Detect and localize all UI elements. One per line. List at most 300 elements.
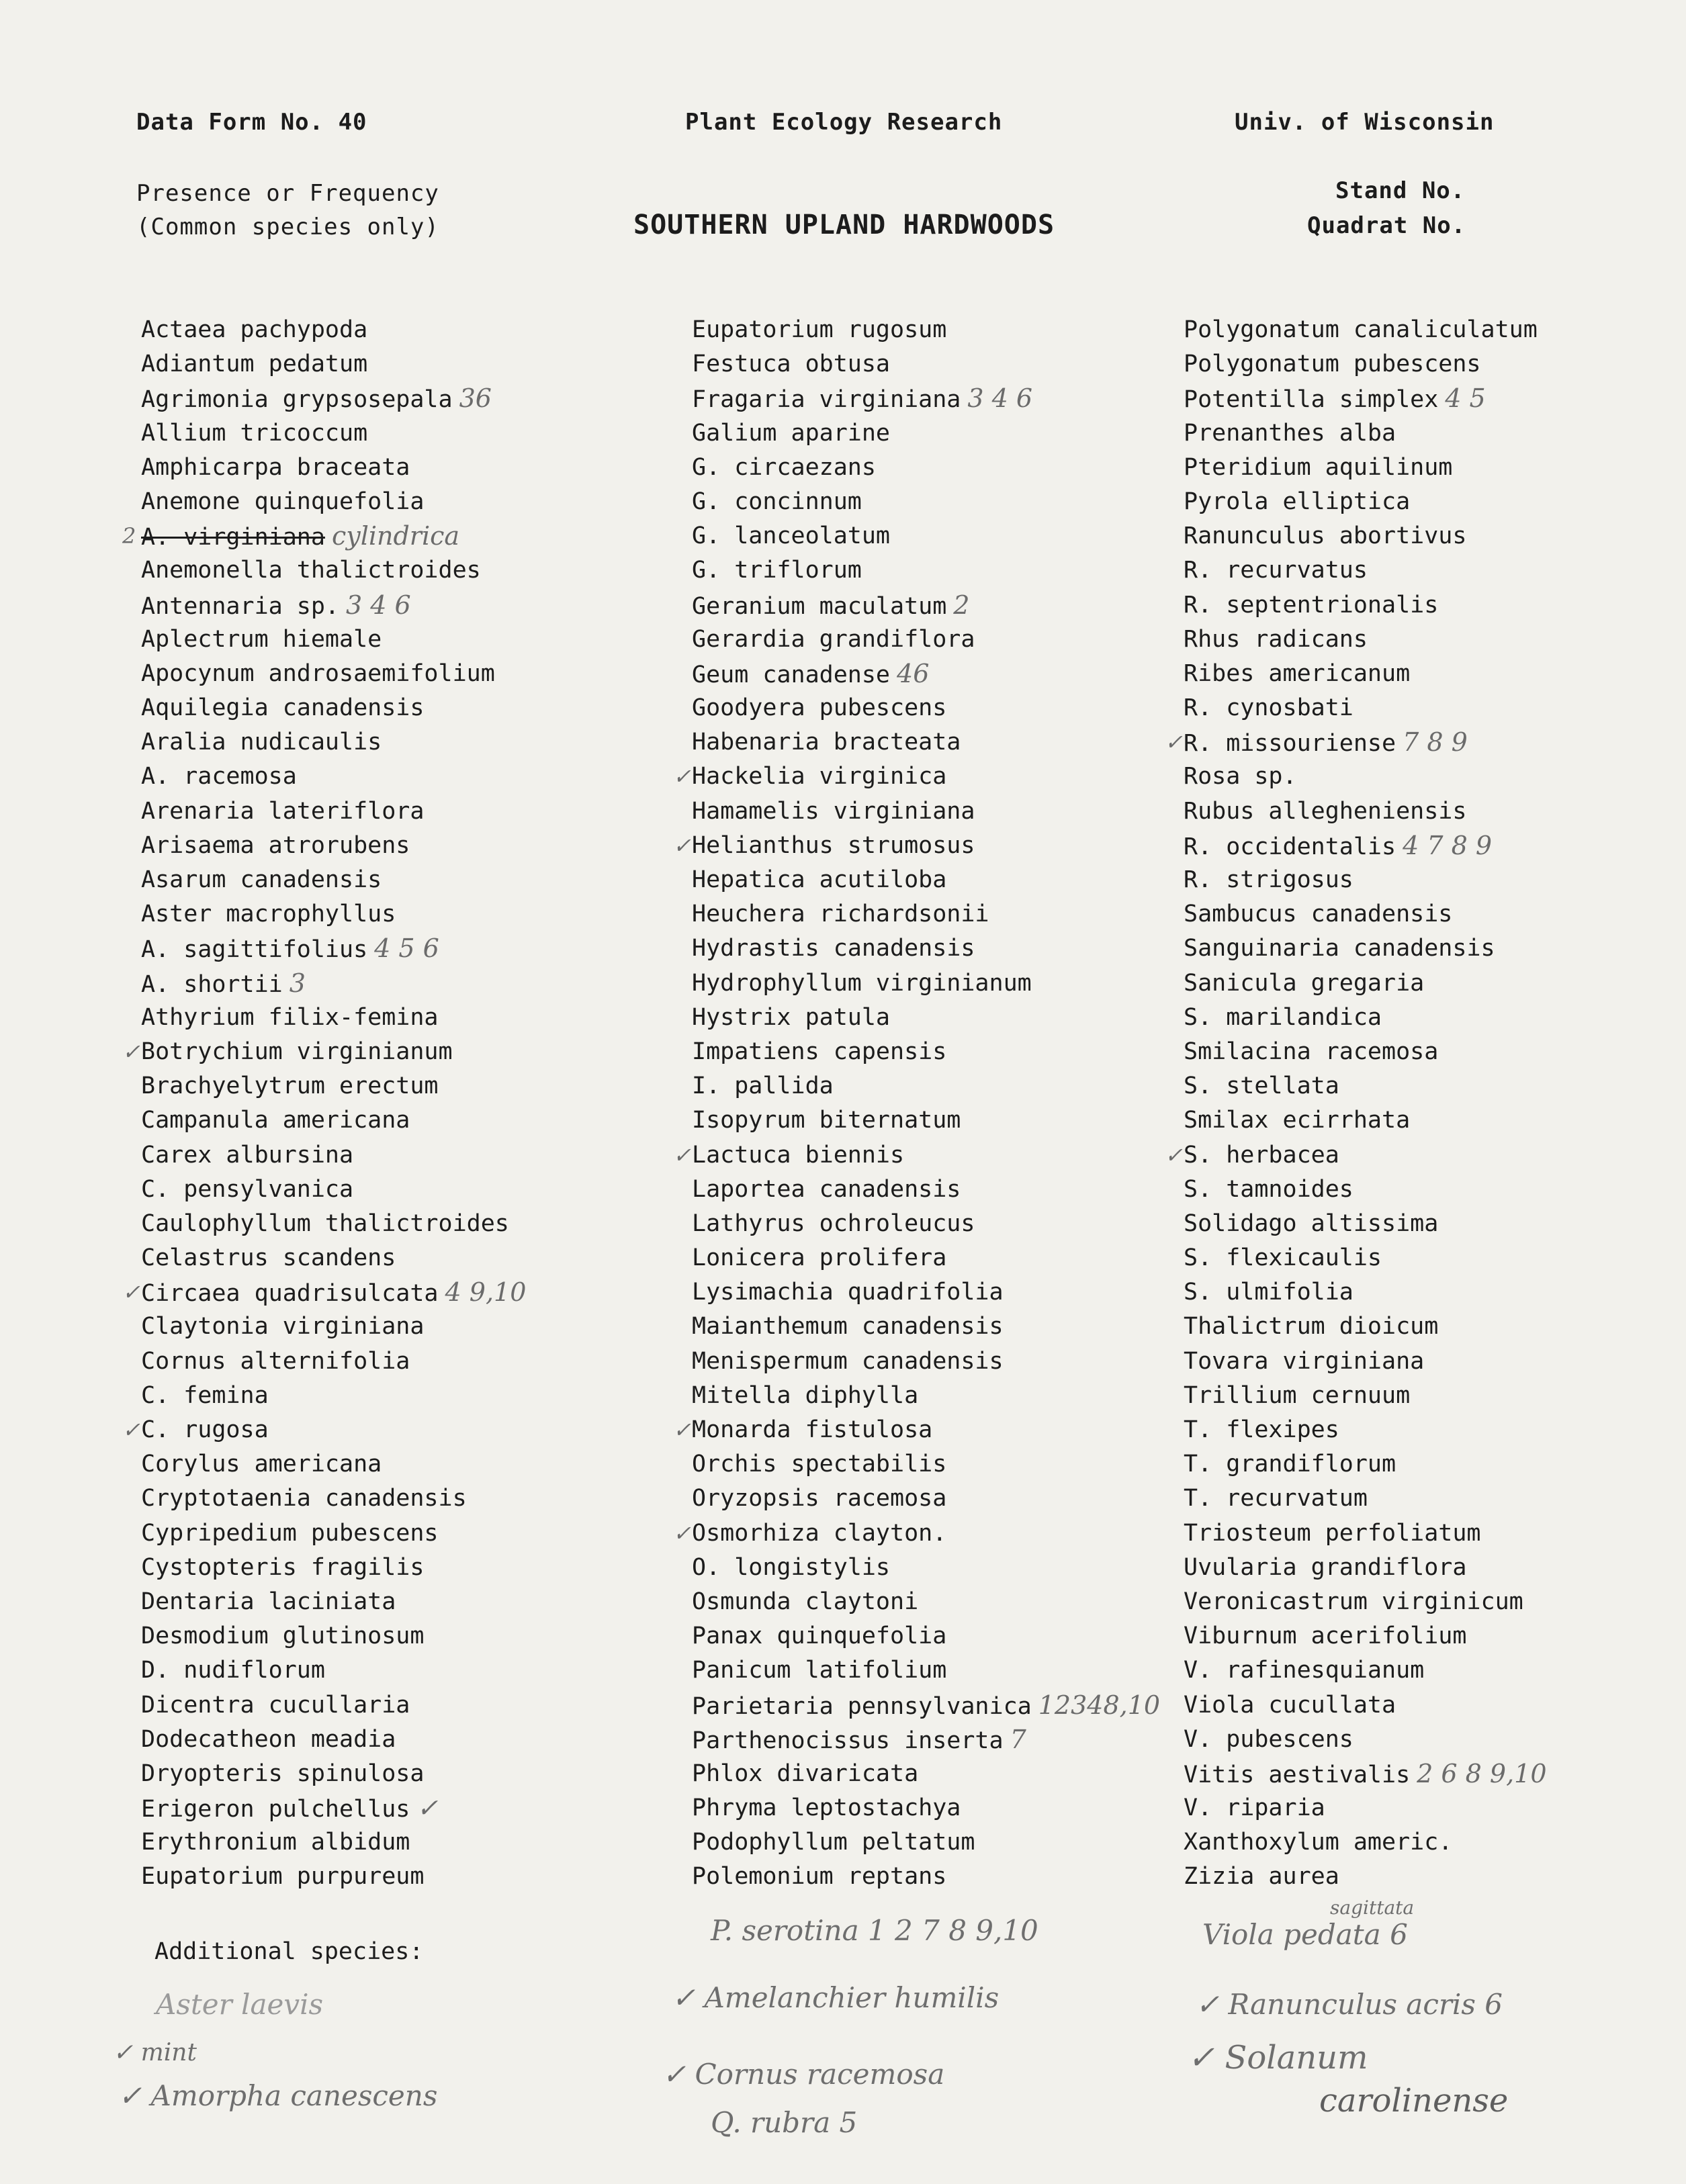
species-name: Dodecatheon meadia (141, 1725, 396, 1753)
species-name: Habenaria bracteata (692, 729, 961, 756)
species-entry (141, 1138, 652, 1173)
species-name: Smilacina racemosa (1184, 1038, 1439, 1065)
species-entry (1184, 1551, 1686, 1585)
species-name: Panicum latifolium (692, 1657, 947, 1684)
check-mark: ✓ (673, 1417, 691, 1443)
species-name: T. recurvatum (1184, 1485, 1368, 1512)
species-entry (692, 313, 1202, 347)
handwritten-sagittata: sagittata (1330, 1897, 1415, 1919)
species-entry (141, 1001, 652, 1035)
species-name: Erigeron pulchellus (141, 1796, 410, 1823)
species-entry (141, 416, 652, 451)
species-name: Lactuca biennis (692, 1141, 905, 1169)
species-entry (1184, 1173, 1686, 1207)
species-name: Veronicastrum virginicum (1184, 1588, 1523, 1615)
handwritten-solanum: ✓ Solanum (1188, 2039, 1368, 2077)
species-name: G. lanceolatum (692, 522, 891, 550)
species-name: Ribes americanum (1184, 659, 1411, 687)
species-entry (141, 485, 652, 519)
handwritten-ranunculus-acris: ✓ Ranunculus acris 6 (1196, 1988, 1503, 2021)
species-entry (692, 966, 1202, 1001)
species-entry (141, 1310, 652, 1344)
species-entry (141, 1585, 652, 1619)
check-mark: ✓ (1165, 1142, 1183, 1168)
handwritten-quadrat-note: 3 (289, 968, 306, 998)
species-name: Lathyrus ochroleucus (692, 1210, 975, 1237)
species-name: Hydrophyllum virginianum (692, 969, 1032, 997)
species-entry (673, 829, 1202, 863)
species-entry (692, 1310, 1202, 1344)
additional-species-label: Additional species: (154, 1938, 424, 1965)
species-name: Hamamelis virginiana (692, 797, 975, 825)
species-entry (141, 1516, 652, 1551)
species-name: R. strigosus (1184, 866, 1354, 893)
species-name: Botrychium virginianum (141, 1038, 453, 1065)
species-name: Celastrus scandens (141, 1244, 396, 1272)
handwritten-quadrat-note: 3 4 6 (967, 383, 1033, 414)
species-name: Potentilla simplex (1184, 386, 1439, 414)
species-name: Uvularia grandiflora (1184, 1553, 1467, 1581)
species-entry (692, 1103, 1202, 1138)
species-entry (692, 588, 1202, 623)
species-entry (1184, 1585, 1686, 1619)
species-entry (1184, 485, 1686, 519)
species-name: S. herbacea (1184, 1141, 1339, 1169)
species-entry (141, 1757, 652, 1791)
species-entry (141, 623, 652, 657)
species-name: Aster macrophyllus (141, 901, 396, 928)
species-name: Dicentra cucullaria (141, 1691, 410, 1719)
species-name: Apocynum androsaemifolium (141, 659, 495, 687)
species-entry (1165, 725, 1686, 760)
species-entry (692, 1482, 1202, 1516)
quadrat-number-label: Quadrat No. (1307, 212, 1466, 239)
species-entry (1184, 1345, 1686, 1379)
species-name: R. missouriense (1184, 730, 1396, 758)
species-entry (1184, 1516, 1686, 1551)
species-name: Dryopteris spinulosa (141, 1760, 425, 1787)
species-entry (673, 1413, 1202, 1447)
species-entry (692, 931, 1202, 966)
species-entry (141, 966, 652, 1001)
species-entry (141, 1241, 652, 1275)
species-name: Actaea pachypoda (141, 316, 368, 343)
species-name: Geranium maculatum (692, 592, 947, 620)
species-entry (673, 760, 1202, 794)
species-name: C. rugosa (141, 1416, 269, 1443)
species-name: T. grandiflorum (1184, 1451, 1396, 1478)
species-entry (1184, 897, 1686, 931)
handwritten-mint: ✓ mint (113, 2039, 197, 2066)
species-name: Parthenocissus inserta (692, 1727, 1004, 1754)
species-entry (1184, 623, 1686, 657)
species-name: G. triflorum (692, 557, 862, 584)
handwritten-cornus-racemosa: ✓ Cornus racemosa (662, 2058, 945, 2091)
handwritten-carolinense: carolinense (1319, 2082, 1509, 2120)
species-name: Rubus allegheniensis (1184, 797, 1467, 825)
species-entry (141, 1207, 652, 1241)
species-entry (692, 657, 1202, 691)
species-entry (1184, 829, 1686, 863)
species-entry (1184, 381, 1686, 416)
handwritten-quadrat-note: 3 4 6 (346, 590, 411, 620)
species-entry (141, 1069, 652, 1103)
species-name: Desmodium glutinosum (141, 1623, 425, 1650)
species-entry (692, 863, 1202, 897)
species-name: Menispermum canadensis (692, 1347, 1004, 1375)
species-entry (141, 313, 652, 347)
species-entry (141, 347, 652, 381)
species-entry (692, 1825, 1202, 1860)
species-name: S. flexicaulis (1184, 1244, 1382, 1272)
species-name: R. recurvatus (1184, 557, 1368, 584)
species-name: Eupatorium purpureum (141, 1863, 425, 1891)
check-mark: ✓ (673, 764, 691, 790)
species-entry (1184, 1860, 1686, 1894)
species-name: Viola cucullata (1184, 1691, 1396, 1719)
species-name: V. rafinesquianum (1184, 1657, 1425, 1684)
species-entry (692, 451, 1202, 485)
species-name: Festuca obtusa (692, 351, 891, 378)
species-entry (1184, 1688, 1686, 1723)
species-name: C. femina (141, 1381, 269, 1409)
species-name: Laportea canadensis (692, 1175, 961, 1203)
species-entry (141, 1379, 652, 1413)
species-entry (692, 1860, 1202, 1894)
common-species-label: (Common species only) (136, 214, 439, 240)
handwritten-quadrat-note: 7 8 9 (1403, 727, 1468, 758)
form-number: Data Form No. 40 (136, 109, 367, 136)
species-name: Anemonella thalictroides (141, 557, 481, 584)
species-name: Cystopteris fragilis (141, 1553, 425, 1581)
species-name: Polygonatum canaliculatum (1184, 316, 1538, 343)
species-entry (141, 1653, 652, 1688)
species-entry (692, 553, 1202, 588)
species-name: Smilax ecirrhata (1184, 1107, 1411, 1134)
species-name: Anemone quinquefolia (141, 488, 425, 515)
handwritten-quadrat-note: 7 (1010, 1724, 1026, 1754)
species-entry (141, 1482, 652, 1516)
species-name: A. virginiana (141, 524, 325, 551)
species-name: Caulophyllum thalictroides (141, 1210, 509, 1237)
species-name: A. sagittifolius (141, 936, 368, 964)
species-name: Parietaria pennsylvanica (692, 1692, 1032, 1720)
species-name: S. tamnoides (1184, 1175, 1354, 1203)
species-entry (692, 794, 1202, 829)
check-mark: ✓ (122, 1417, 140, 1443)
species-entry (692, 691, 1202, 725)
species-entry (1184, 760, 1686, 794)
species-entry (1184, 416, 1686, 451)
species-name: I. pallida (692, 1073, 834, 1100)
handwritten-quadrat-note: 4 9,10 (445, 1277, 527, 1308)
handwritten-quercus-rubra: Q. rubra 5 (711, 2106, 858, 2139)
species-entry (141, 931, 652, 966)
species-entry (1184, 1241, 1686, 1275)
species-entry (122, 1035, 652, 1069)
species-entry (1165, 1138, 1686, 1173)
species-entry (141, 657, 652, 691)
species-name: Vitis aestivalis (1184, 1761, 1411, 1788)
species-entry (1184, 1723, 1686, 1757)
species-name: Osmunda claytoni (692, 1588, 919, 1615)
species-entry (692, 1173, 1202, 1207)
species-name: R. occidentalis (1184, 833, 1396, 860)
species-entry (692, 623, 1202, 657)
species-entry (1184, 1825, 1686, 1860)
university-label: Univ. of Wisconsin (1235, 109, 1495, 136)
species-name: S. marilandica (1184, 1003, 1382, 1031)
species-name: Maianthemum canadensis (692, 1313, 1004, 1340)
species-entry (141, 1791, 652, 1825)
species-name: Agrimonia grypsosepala (141, 386, 453, 414)
species-entry (692, 485, 1202, 519)
handwritten-quadrat-note: ✓ (416, 1793, 439, 1823)
species-entry (141, 725, 652, 760)
species-name: Goodyera pubescens (692, 694, 947, 722)
species-name: V. riparia (1184, 1794, 1325, 1822)
species-entry (692, 519, 1202, 553)
handwritten-amelanchier: ✓ Amelanchier humilis (672, 1981, 1000, 2014)
species-entry (692, 1345, 1202, 1379)
check-mark: ✓ (673, 1520, 691, 1546)
species-name: Xanthoxylum americ. (1184, 1829, 1453, 1856)
species-entry (1184, 1653, 1686, 1688)
species-name: Monarda fistulosa (692, 1416, 933, 1443)
species-entry (141, 1723, 652, 1757)
species-name: Phlox divaricata (692, 1760, 919, 1787)
species-name: Lysimachia quadrifolia (692, 1279, 1004, 1306)
species-entry (1184, 1103, 1686, 1138)
species-entry (692, 1035, 1202, 1069)
species-name: Rhus radicans (1184, 625, 1368, 653)
species-name: Eupatorium rugosum (692, 316, 947, 343)
handwritten-viola-pedata: Viola pedata 6 (1202, 1918, 1408, 1951)
species-name: Phryma leptostachya (692, 1794, 961, 1822)
species-entry (692, 381, 1202, 416)
species-name: G. concinnum (692, 488, 862, 515)
species-name: Circaea quadrisulcata (141, 1280, 439, 1308)
species-entry (141, 1688, 652, 1723)
species-entry (1184, 451, 1686, 485)
species-name: Aquilegia canadensis (141, 694, 425, 722)
species-name: O. longistylis (692, 1553, 891, 1581)
species-entry (1184, 863, 1686, 897)
species-entry (141, 1619, 652, 1653)
check-mark: ✓ (673, 832, 691, 858)
handwritten-quadrat-note: 2 6 8 9,10 (1417, 1758, 1547, 1788)
species-name: S. ulmifolia (1184, 1279, 1354, 1306)
species-entry (692, 725, 1202, 760)
species-entry (1184, 1069, 1686, 1103)
species-name: R. septentrionalis (1184, 591, 1439, 619)
species-name: Sambucus canadensis (1184, 901, 1453, 928)
species-entry (692, 1688, 1202, 1723)
species-name: Orchis spectabilis (692, 1451, 947, 1478)
species-entry (1184, 794, 1686, 829)
species-entry (141, 760, 652, 794)
species-entry (692, 1447, 1202, 1482)
species-name: Geum canadense (692, 661, 891, 688)
species-name: Carex albursina (141, 1141, 354, 1169)
species-entry (141, 1103, 652, 1138)
species-name: Cryptotaenia canadensis (141, 1485, 467, 1512)
species-name: Solidago altissima (1184, 1210, 1439, 1237)
species-entry (141, 1825, 652, 1860)
species-name: Heuchera richardsonii (692, 901, 989, 928)
species-entry (141, 588, 652, 623)
species-entry (1184, 1447, 1686, 1482)
check-mark: ✓ (122, 1038, 140, 1064)
species-entry (141, 1551, 652, 1585)
species-name: Pyrola elliptica (1184, 488, 1411, 515)
species-entry (692, 1001, 1202, 1035)
species-name: Viburnum acerifolium (1184, 1623, 1467, 1650)
species-name: Aralia nudicaulis (141, 729, 382, 756)
species-entry (141, 553, 652, 588)
species-name: Oryzopsis racemosa (692, 1485, 947, 1512)
species-entry (692, 1619, 1202, 1653)
species-column-3 (1165, 313, 1686, 1895)
species-entry (692, 1069, 1202, 1103)
species-name: V. pubescens (1184, 1725, 1354, 1753)
species-entry (1184, 1379, 1686, 1413)
species-entry (1184, 1413, 1686, 1447)
species-entry (122, 519, 652, 553)
species-entry (141, 829, 652, 863)
species-name: Sanguinaria canadensis (1184, 935, 1495, 962)
species-entry (141, 1173, 652, 1207)
species-entry (141, 897, 652, 931)
species-name: Galium aparine (692, 419, 891, 447)
species-name: Ranunculus abortivus (1184, 522, 1467, 550)
species-name: Trillium cernuum (1184, 1381, 1411, 1409)
species-name: Polygonatum pubescens (1184, 351, 1481, 378)
species-name: Gerardia grandiflora (692, 625, 975, 653)
handwritten-quadrat-note: 2 (953, 590, 970, 620)
species-entry (692, 1653, 1202, 1688)
species-name: A. shortii (141, 970, 283, 998)
check-mark: 2 (122, 523, 136, 549)
species-entry (692, 1551, 1202, 1585)
species-name: Sanicula gregaria (1184, 969, 1425, 997)
species-name: Prenanthes alba (1184, 419, 1396, 447)
species-entry (1184, 519, 1686, 553)
species-entry (692, 1791, 1202, 1825)
species-name: Erythronium albidum (141, 1829, 410, 1856)
species-name: Dentaria laciniata (141, 1588, 396, 1615)
species-entry (141, 1860, 652, 1894)
species-entry (1184, 966, 1686, 1001)
species-name: Brachyelytrum erectum (141, 1073, 439, 1100)
species-name: Triosteum perfoliatum (1184, 1519, 1481, 1547)
species-entry (1184, 1207, 1686, 1241)
species-name: R. cynosbati (1184, 694, 1354, 722)
species-entry (692, 1723, 1202, 1757)
species-name: T. flexipes (1184, 1416, 1339, 1443)
species-entry (1184, 553, 1686, 588)
species-entry (692, 1757, 1202, 1791)
species-entry (692, 897, 1202, 931)
species-entry (1184, 691, 1686, 725)
species-name: Panax quinquefolia (692, 1623, 947, 1650)
species-entry (692, 1379, 1202, 1413)
species-entry (1184, 1757, 1686, 1791)
species-entry (141, 863, 652, 897)
species-name: Podophyllum peltatum (692, 1829, 975, 1856)
species-entry (692, 1207, 1202, 1241)
species-entry (1184, 588, 1686, 623)
species-column-1 (122, 313, 652, 1895)
species-name: Allium tricoccum (141, 419, 368, 447)
species-entry (1184, 657, 1686, 691)
species-name: Lonicera prolifera (692, 1244, 947, 1272)
species-entry (1184, 1275, 1686, 1310)
species-entry (1184, 347, 1686, 381)
handwritten-quadrat-note: 46 (897, 658, 930, 688)
species-name: Arenaria lateriflora (141, 797, 425, 825)
handwritten-quadrat-note: 4 5 (1445, 383, 1486, 414)
species-name: Claytonia virginiana (141, 1313, 425, 1340)
species-entry (692, 1585, 1202, 1619)
species-name: G. circaezans (692, 453, 876, 481)
species-name: Antennaria sp. (141, 592, 340, 620)
species-entry (122, 1275, 652, 1310)
species-name: Hystrix patula (692, 1003, 891, 1031)
organization-label: Plant Ecology Research (685, 109, 1003, 136)
species-name: Osmorhiza clayton. (692, 1519, 947, 1547)
species-entry (141, 691, 652, 725)
species-name: A. racemosa (141, 763, 297, 790)
species-entry (122, 1413, 652, 1447)
species-name: Fragaria virginiana (692, 386, 961, 414)
species-name: Pteridium aquilinum (1184, 453, 1453, 481)
handwritten-quadrat-note: 12348,10 (1038, 1690, 1161, 1720)
species-entry (692, 1275, 1202, 1310)
page-title: SOUTHERN UPLAND HARDWOODS (633, 210, 1055, 240)
handwritten-quadrat-note: 4 7 8 9 (1403, 830, 1493, 860)
species-entry (141, 451, 652, 485)
handwritten-quadrat-note: 4 5 6 (374, 934, 439, 964)
species-name: Mitella diphylla (692, 1381, 919, 1409)
species-name: Hackelia virginica (692, 763, 947, 790)
species-name: Isopyrum biternatum (692, 1107, 961, 1134)
species-name: Cypripedium pubescens (141, 1519, 439, 1547)
species-name: Tovara virginiana (1184, 1347, 1425, 1375)
species-entry (673, 1516, 1202, 1551)
species-name: D. nudiflorum (141, 1657, 325, 1684)
check-mark: ✓ (122, 1279, 140, 1306)
species-entry (1184, 931, 1686, 966)
species-name: Hydrastis canadensis (692, 935, 975, 962)
handwritten-aster-laevis: Aster laevis (156, 1988, 324, 2021)
species-name: Helianthus strumosus (692, 831, 975, 859)
species-entry (1184, 1619, 1686, 1653)
species-name: Campanula americana (141, 1107, 410, 1134)
species-entry (673, 1138, 1202, 1173)
handwritten-prunus-serotina: P. serotina 1 2 7 8 9,10 (711, 1914, 1038, 1947)
species-name: Adiantum pedatum (141, 351, 368, 378)
handwritten-quadrat-note: cylindrica (331, 521, 460, 551)
species-entry (1184, 1310, 1686, 1344)
species-name: C. pensylvanica (141, 1175, 354, 1203)
species-name: Athyrium filix-femina (141, 1003, 439, 1031)
species-name: Hepatica acutiloba (692, 866, 947, 893)
species-entry (141, 1345, 652, 1379)
species-name: Cornus alternifolia (141, 1347, 410, 1375)
species-name: Thalictrum dioicum (1184, 1313, 1439, 1340)
species-entry (141, 1447, 652, 1482)
